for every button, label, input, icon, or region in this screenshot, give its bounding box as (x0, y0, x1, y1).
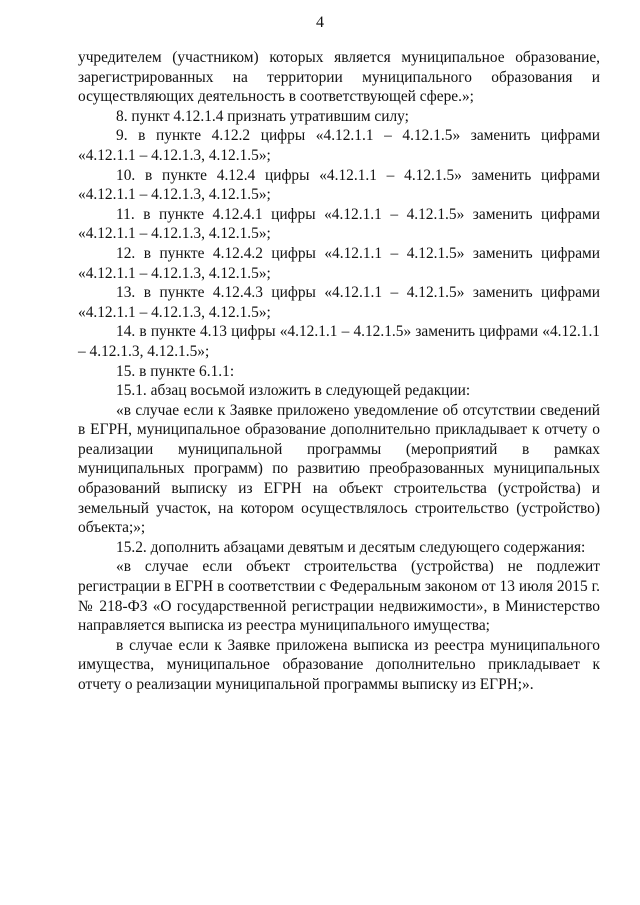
paragraph-item-13: 13. в пункте 4.12.4.3 цифры «4.12.1.1 – 4.12.1.5» заменить цифрами «4.12.1.1 – 4.12.1.3, 4.12.1.5»; (78, 284, 600, 321)
paragraph-continuation: учредителем (участником) которых является муниципальное образование, зарегистрированных на территории муниципального образования и осуществляющих деятельность в соответствующей сфере.»; (78, 49, 600, 106)
paragraph-quote-registration: «в случае если объект строительства (устройства) не подлежит регистрации в ЕГРН в соответствии с Федеральным законом от 13 июля 2015 г. № 218-ФЗ «О государственной регистрации недвижимости», в Министерство направляется выписка из реестра муниципального имущества; (78, 558, 600, 635)
paragraph-item-11: 11. в пункте 4.12.4.1 цифры «4.12.1.1 – 4.12.1.5» заменить цифрами «4.12.1.1 – 4.12.1.3, 4.12.1.5»; (78, 205, 600, 243)
page-number: 4 (316, 14, 324, 31)
paragraph-item-14: 14. в пункте 4.13 цифры «4.12.1.1 – 4.12.1.5» заменить цифрами «4.12.1.1 – 4.12.1.3, 4.12.1.5»; (78, 323, 600, 360)
paragraph-item-8: 8. пункт 4.12.1.4 признать утратившим силу; (116, 107, 409, 125)
paragraph-item-12: 12. в пункте 4.12.4.2 цифры «4.12.1.1 – 4.12.1.5» заменить цифрами «4.12.1.1 – 4.12.1.3, 4.12.1.5»; (78, 244, 600, 282)
paragraph-item-15: 15. в пункте 6.1.1: (116, 362, 235, 380)
paragraph-quote-egrn-notice: «в случае если к Заявке приложено уведомление об отсутствии сведений в ЕГРН, муниципальное образование дополнительно прикладывает к отчету о реализации муниципальной программы (мероприятий в рамках муниципальных программ) по развитию преобразованных муниципальных образований выписку из ЕГРН на объект строительства (устройства) и земельный участок, на котором осуществлялось строительство (устройство) объекта;»; (78, 401, 600, 537)
paragraph-item-15-1: 15.1. абзац восьмой изложить в следующей редакции: (116, 382, 471, 400)
document-body (78, 48, 600, 695)
paragraph-item-15-2: 15.2. дополнить абзацами девятым и десятым следующего содержания: (116, 538, 586, 556)
paragraph-item-9: 9. в пункте 4.12.2 цифры «4.12.1.1 – 4.12.1.5» заменить цифрами «4.12.1.1 – 4.12.1.3, 4.12.1.5»; (78, 127, 600, 164)
paragraph-item-10: 10. в пункте 4.12.4 цифры «4.12.1.1 – 4.12.1.5» заменить цифрами «4.12.1.1 – 4.12.1.3, 4.12.1.5»; (78, 166, 600, 204)
paragraph-quote-registry-extract: в случае если к Заявке приложена выписка из реестра муниципального имущества, муниципальное образование дополнительно прикладывает к отчету о реализации муниципальной программы выписку из ЕГРН;». (78, 636, 600, 693)
